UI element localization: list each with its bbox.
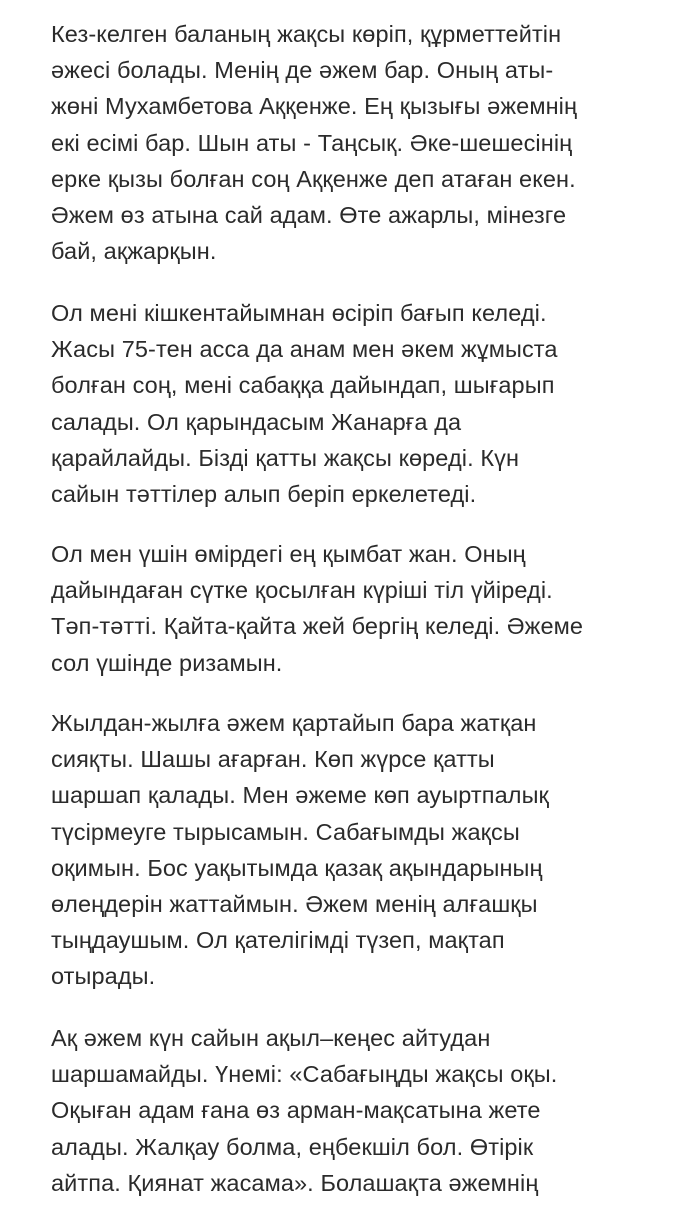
text-line: екі есімі бар. Шын аты - Таңсық. Әке-шешесінің: [51, 129, 573, 156]
text-line: сияқты. Шашы ағарған. Көп жүрсе қатты: [51, 746, 495, 773]
text-line: дайындаған сүтке қосылған күріші тіл үйіреді.: [51, 577, 553, 604]
text-line: сол үшінде ризамын.: [51, 649, 283, 676]
text-line: бай, ақжарқын.: [51, 238, 217, 265]
text-line: өлеңдерін жаттаймын. Әжем менің алғашқы: [51, 890, 538, 917]
text-line: Ақ әжем күн сайын ақыл–кеңес айтудан: [51, 1025, 491, 1051]
text-line: Кез-келген баланың жақсы көріп, құрметтейтін: [51, 21, 562, 47]
text-line: шаршамайды. Үнемі: «Сабағыңды жақсы оқы.: [51, 1061, 558, 1088]
text-line: Оқыған адам ғана өз арман-мақсатына жете: [51, 1097, 541, 1124]
text-line: оқимын. Бос уақытымда қазақ ақындарының: [51, 854, 543, 881]
text-line: Әжем өз атына сай адам. Өте ажарлы, мінезге: [51, 201, 567, 228]
text-line: ерке қызы болған соң Аққенже деп атаған екен.: [51, 165, 576, 192]
text-line: алады. Жалқау болма, еңбекшіл бол. Өтірік: [51, 1133, 534, 1160]
text-line: болған соң, мені сабаққа дайындап, шығарып: [51, 372, 555, 399]
paragraph-5: [51, 1020, 661, 1201]
text-line: Жылдан-жылға әжем қартайып бара жатқан: [51, 710, 537, 736]
paragraph-3: [51, 536, 661, 681]
text-line: әжесі болады. Менің де әжем бар. Оның аты-: [51, 57, 554, 84]
text-line: Ол мені кішкентайымнан өсіріп бағып келеді.: [51, 300, 547, 326]
text-line: Ол мен үшін өмірдегі ең қымбат жан. Оның: [51, 541, 526, 567]
text-line: тыңдаушым. Ол қателігімді түзеп, мақтап: [51, 927, 505, 954]
paragraph-1: [51, 16, 661, 269]
text-line: Жасы 75-тен асса да анам мен әкем жұмыста: [51, 336, 558, 363]
text-line: Тәп-тәтті. Қайта-қайта жей бергің келеді. Әжеме: [51, 613, 584, 640]
text-line: түсірмеуге тырысамын. Сабағымды жақсы: [51, 818, 520, 845]
paragraph-2: [51, 295, 661, 512]
text-line: сайын тәттілер алып беріп еркелетеді.: [51, 480, 477, 507]
text-line: отырады.: [51, 963, 156, 990]
text-line: шаршап қалады. Мен әжеме көп ауыртпалық: [51, 782, 549, 809]
text-line: қарайлайды. Бізді қатты жақсы көреді. Күн: [51, 444, 520, 471]
text-line: айтпа. Қиянат жасама». Болашақта әжемнің: [51, 1169, 539, 1196]
paragraph-4: [51, 705, 661, 995]
text-line: салады. Ол қарындасым Жанарға да: [51, 408, 462, 435]
text-line: жөні Мухамбетова Аққенже. Ең қызығы әжемнің: [51, 93, 578, 120]
